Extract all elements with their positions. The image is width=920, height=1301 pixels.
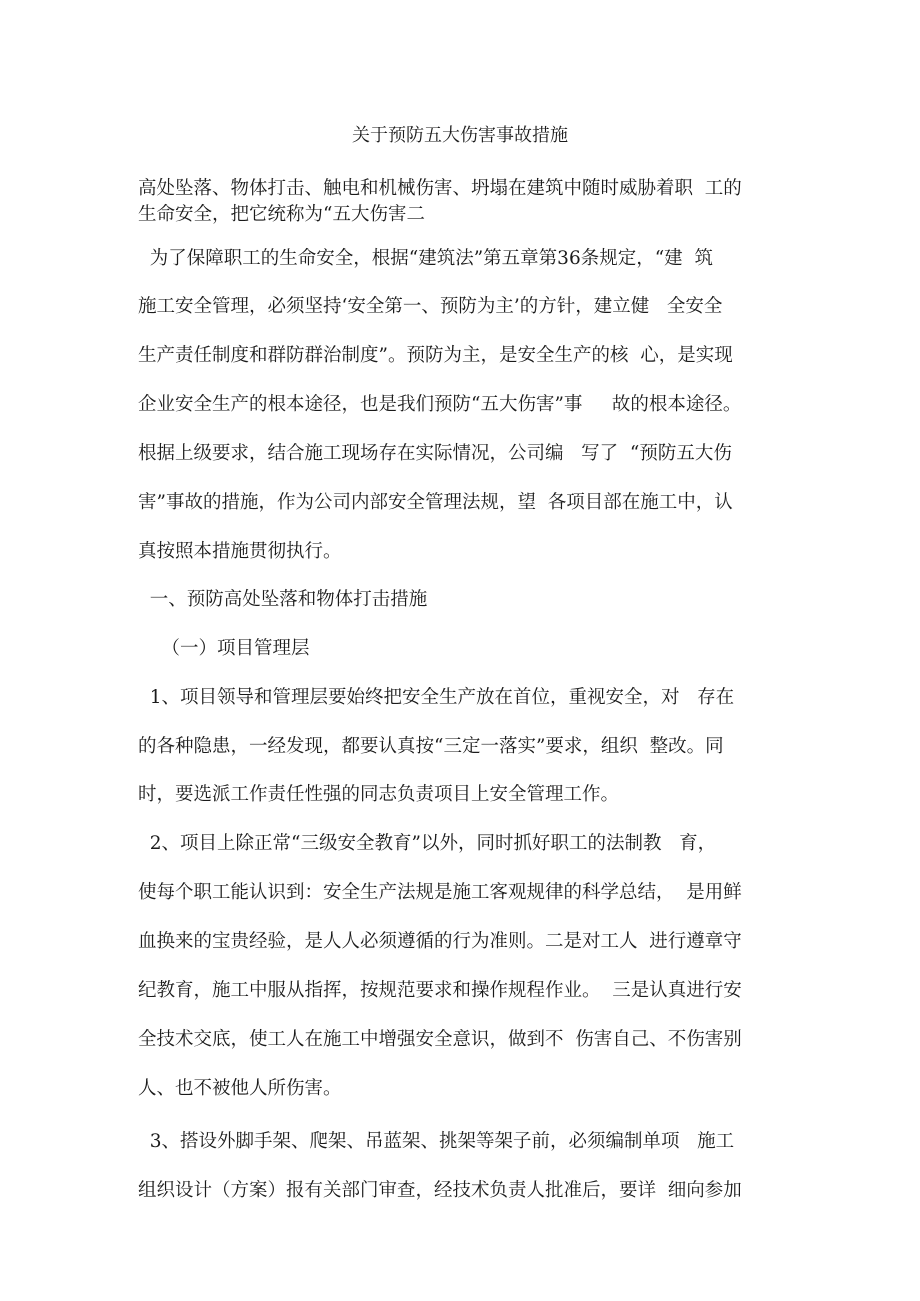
text-line: 根据上级要求，结合施工现场存在实际情况，公司编 写了 “预防五大伤: [138, 443, 732, 464]
text-line: 企业安全生产的根本途径，也是我们预防“五大伤害”事 故的根本途径。: [138, 394, 742, 415]
text-line: 纪教育，施工中服从指挥，按规范要求和操作规程作业。 三是认真进行安: [138, 980, 742, 1001]
text-line: 为了保障职工的生命安全，根据“建筑法”第五章第36条规定，“建 筑: [138, 248, 713, 269]
text-line: 人、也不被他人所伤害。: [138, 1078, 342, 1099]
text-line: 施工安全管理，必须坚持‘安全第一、预防为主’的方针，建立健 全安全: [138, 296, 723, 317]
text-line: 真按照本措施贯彻执行。: [138, 541, 342, 562]
text-line: 的各种隐患，一经发现，都要认真按“三定一落实”要求，组织 整改。同: [138, 736, 724, 757]
subsection-heading: （一）项目管理层: [138, 638, 310, 659]
text-line: 组织设计（方案）报有关部门审查，经技术负责人批准后，要详 细向参加: [138, 1180, 742, 1201]
text-line: 使每个职工能认识到：安全生产法规是施工客观规律的科学总结， 是用鲜: [138, 882, 742, 903]
text-line: 血换来的宝贵经验，是人人必须遵循的行为准则。二是对工人 进行遵章守: [138, 931, 742, 952]
text-line: 生产责任制度和群防群治制度”。预防为主，是安全生产的核 心，是实现: [138, 345, 733, 366]
text-line: 3、搭设外脚手架、爬架、吊蓝架、挑架等架子前，必须编制单项 施工: [138, 1131, 735, 1152]
text-line: 1、项目领导和管理层要始终把安全生产放在首位，重视安全，对 存在: [138, 687, 735, 708]
text-line: 2、项目上除正常“三级安全教育”以外，同时抓好职工的法制教 育，: [138, 833, 717, 854]
text-line: 害”事故的措施，作为公司内部安全管理法规，望 各项目部在施工中，认: [138, 492, 733, 513]
text-line: 时，要选派工作责任性强的同志负责项目上安全管理工作。: [138, 784, 620, 805]
text-line: 高处坠落、物体打击、触电和机械伤害、坍塌在建筑中随时威胁着职 工的: [138, 178, 742, 199]
text-line: 全技术交底，使工人在施工中增强安全意识，做到不 伤害自己、不伤害别: [138, 1029, 742, 1050]
document-title: 关于预防五大伤害事故措施: [352, 125, 568, 146]
text-line: 生命安全，把它统称为“五大伤害二: [138, 204, 425, 225]
section-heading: 一、预防高处坠落和物体打击措施: [138, 589, 428, 610]
